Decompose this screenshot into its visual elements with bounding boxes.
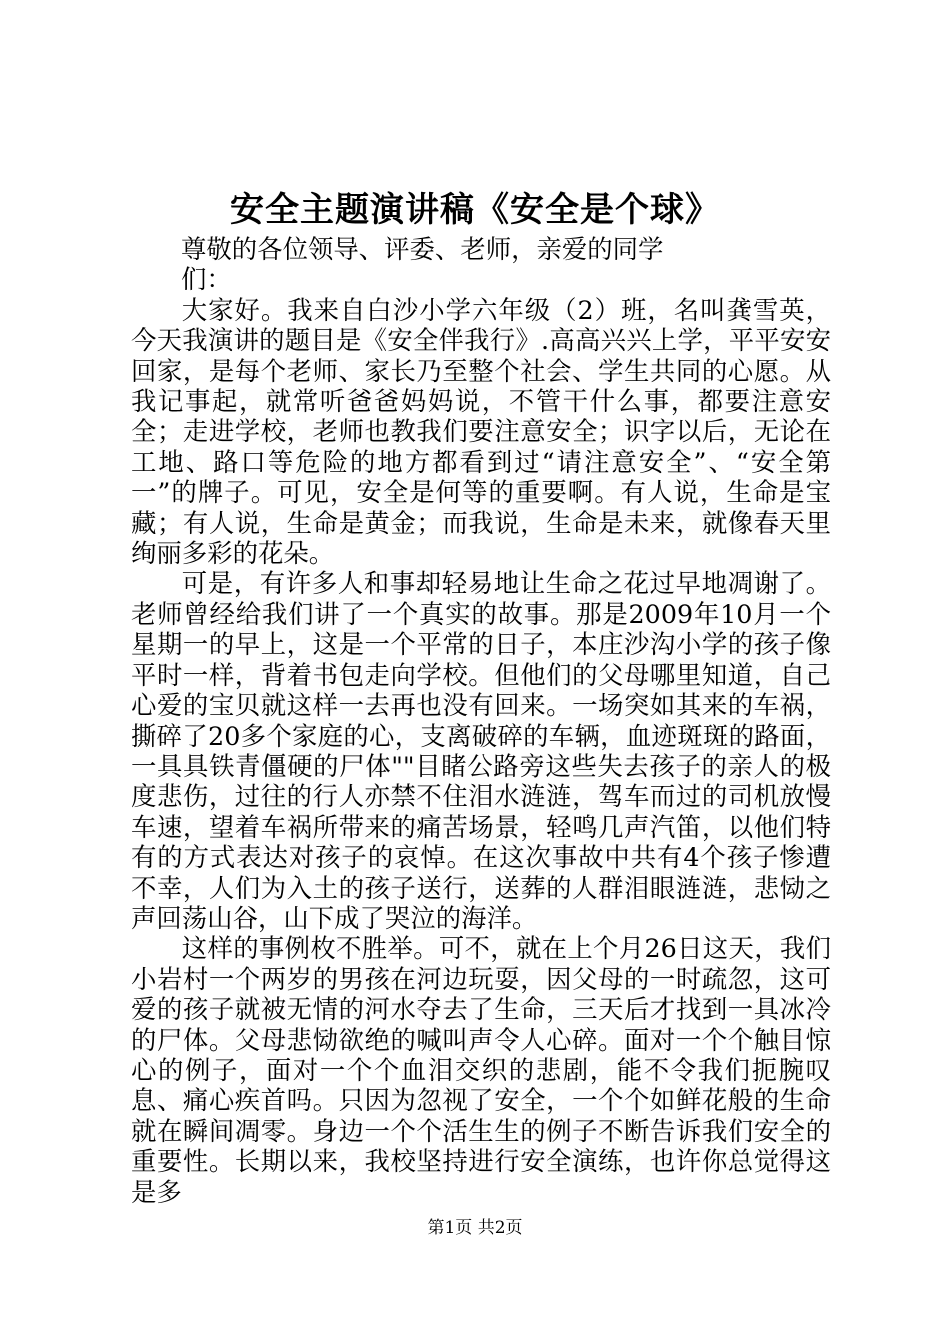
paragraph-1: 大家好。我来自白沙小学六年级（2）班，名叫龚雪英，今天我演讲的题目是《安全伴我行》.高高兴兴上学，平平安安回家，是每个老师、家长乃至整个社会、学生共同的心愿。从我记事起，就常听爸爸妈妈说，不管干什么事，都要注意安全；走进学校，老师也教我们要注意安全；识字以后，无论在工地、路口等危险的地方都看到过“请注意安全”、“安全第一”的牌子。可见，安全是何等的重要啊。有人说，生命是宝藏；有人说，生命是黄金；而我说，生命是未来，就像春天里绚丽多彩的花朵。 [131,294,831,569]
salutation: 尊敬的各位领导、评委、老师，亲爱的同学们： [181,234,664,295]
document-title: 安全主题演讲稿《安全是个球》 [230,190,720,230]
paragraph-3: 这样的事例枚不胜举。可不，就在上个月26日这天，我们小岩村一个两岁的男孩在河边玩耍，因父母的一时疏忽，这可爱的孩子就被无情的河水夺去了生命，三天后才找到一具冰冷的尸体。父母悲恸欲绝的喊叫声令人心碎。面对一个个触目惊心的例子，面对一个个血泪交织的悲剧，能不令我们扼腕叹息、痛心疾首吗。只因为忽视了安全，一个个如鲜花般的生命就在瞬间凋零。身边一个个活生生的例子不断告诉我们安全的重要性。长期以来，我校坚持进行安全演练，也许你总觉得这是多 [131,933,831,1207]
page-footer: 第1页 共2页 [427,1218,523,1238]
paragraph-2: 可是，有许多人和事却轻易地让生命之花过早地凋谢了。老师曾经给我们讲了一个真实的故事。那是2009年10月一个星期一的早上，这是一个平常的日子，本庄沙沟小学的孩子像平时一样，背着书包走向学校。但他们的父母哪里知道，自己心爱的宝贝就这样一去再也没有回来。一场突如其来的车祸，撕碎了20多个家庭的心，支离破碎的车辆，血迹斑斑的路面，一具具铁青僵硬的尸体""目睹公路旁这些失去孩子的亲人的极度悲伤，过往的行人亦禁不住泪水涟涟，驾车而过的司机放慢车速，望着车祸所带来的痛苦场景，轻鸣几声汽笛，以他们特有的方式表达对孩子的哀悼。在这次事故中共有4个孩子惨遭不幸，人们为入土的孩子送行，送葬的人群泪眼涟涟，悲恸之声回荡山谷，山下成了哭泣的海洋。 [131,568,831,933]
document-body [131,234,831,1207]
